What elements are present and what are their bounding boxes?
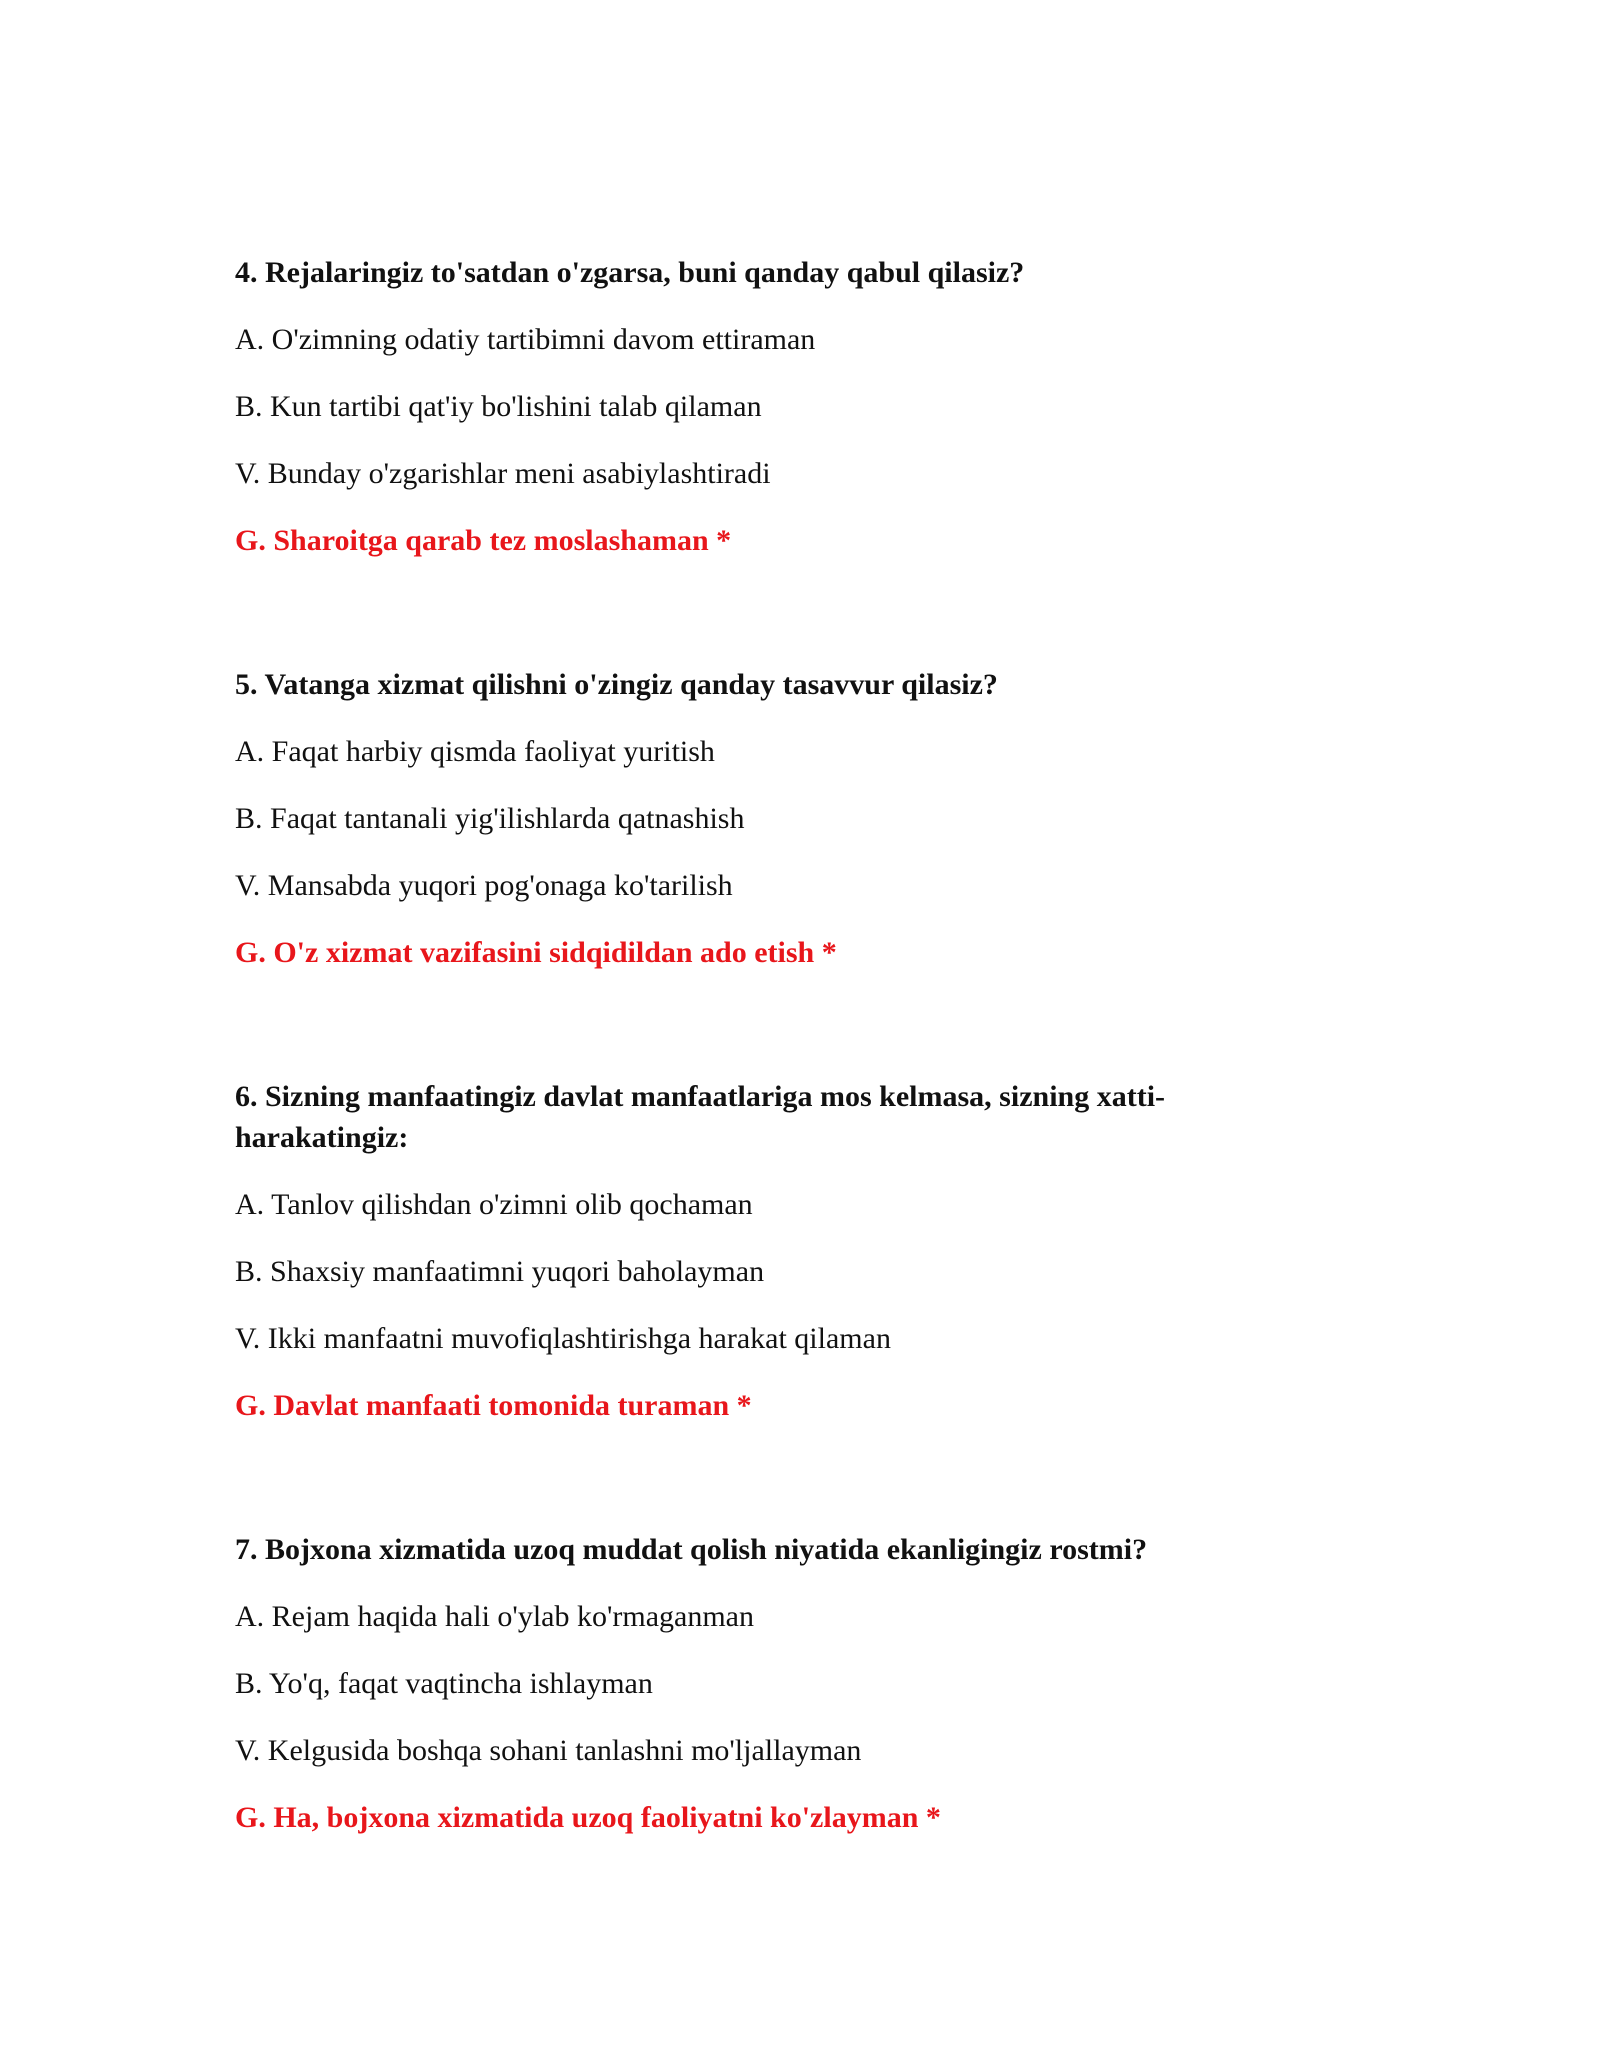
question-title: 5. Vatanga xizmat qilishni o'zingiz qanday tasavvur qilasiz? bbox=[235, 668, 998, 701]
correct-answer-option-g: G. Ha, bojxona xizmatida uzoq faoliyatni ko'zlayman * bbox=[235, 1801, 941, 1834]
answer-option-v: V. Bunday o'zgarishlar meni asabiylashtiradi bbox=[235, 457, 771, 490]
answer-option-b: B. Kun tartibi qat'iy bo'lishini talab qilaman bbox=[235, 390, 762, 423]
answer-option-a: A. O'zimning odatiy tartibimni davom ettiraman bbox=[235, 323, 816, 356]
correct-answer-option-g: G. Sharoitga qarab tez moslashaman * bbox=[235, 524, 732, 557]
question-title: 7. Bojxona xizmatida uzoq muddat qolish niyatida ekanligingiz rostmi? bbox=[235, 1533, 1148, 1566]
answer-option-a: A. Rejam haqida hali o'ylab ko'rmaganman bbox=[235, 1600, 754, 1633]
answer-option-a: A. Faqat harbiy qismda faoliyat yuritish bbox=[235, 735, 715, 768]
answer-option-v: V. Mansabda yuqori pog'onaga ko'tarilish bbox=[235, 869, 733, 902]
correct-answer-option-g: G. Davlat manfaati tomonida turaman * bbox=[235, 1389, 752, 1422]
correct-answer-option-g: G. O'z xizmat vazifasini sidqidildan ado etish * bbox=[235, 936, 837, 969]
answer-option-b: B. Shaxsiy manfaatimni yuqori baholayman bbox=[235, 1255, 765, 1288]
question-block-4 bbox=[235, 252, 1275, 561]
answer-option-b: B. Yo'q, faqat vaqtincha ishlayman bbox=[235, 1667, 653, 1700]
question-block-7 bbox=[235, 1529, 1275, 1838]
answer-option-v: V. Ikki manfaatni muvofiqlashtirishga harakat qilaman bbox=[235, 1322, 891, 1355]
question-title: 6. Sizning manfaatingiz davlat manfaatlariga mos kelmasa, sizning xatti-harakatingiz: bbox=[235, 1080, 1166, 1154]
question-block-6 bbox=[235, 1076, 1275, 1426]
answer-option-v: V. Kelgusida boshqa sohani tanlashni mo'ljallayman bbox=[235, 1734, 862, 1767]
document-page bbox=[235, 252, 1275, 1838]
answer-option-b: B. Faqat tantanali yig'ilishlarda qatnashish bbox=[235, 802, 745, 835]
question-title: 4. Rejalaringiz to'satdan o'zgarsa, buni qanday qabul qilasiz? bbox=[235, 256, 1025, 289]
answer-option-a: A. Tanlov qilishdan o'zimni olib qochaman bbox=[235, 1188, 753, 1221]
question-block-5 bbox=[235, 664, 1275, 973]
